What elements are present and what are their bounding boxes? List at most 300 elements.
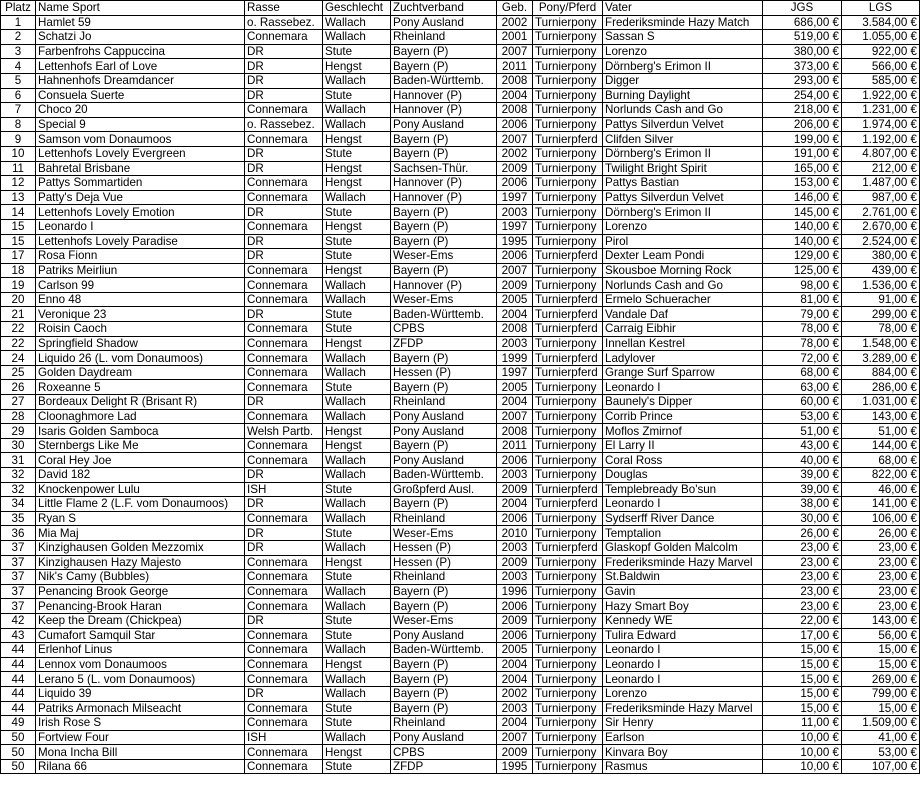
name-cell: Patty's Deja Vue <box>36 190 245 205</box>
zuchtverband-cell: Bayern (P) <box>391 701 497 716</box>
pony-pferd-cell: Turnierpony <box>533 219 603 234</box>
rasse-cell: o. Rassebez. <box>245 15 323 30</box>
table-row <box>1 103 920 118</box>
name-cell: Nik's Camy (Bubbles) <box>36 570 245 585</box>
vater-cell: Leonardo I <box>603 672 763 687</box>
pony-pferd-cell: Turnierpony <box>533 380 603 395</box>
jgs-cell: 23,00 € <box>763 584 842 599</box>
pony-pferd-cell: Turnierpony <box>533 643 603 658</box>
zuchtverband-cell: Baden-Württemb. <box>391 73 497 88</box>
name-cell: Roxeanne 5 <box>36 380 245 395</box>
lgs-cell: 1.231,00 € <box>842 103 920 118</box>
lgs-cell: 1.055,00 € <box>842 30 920 45</box>
rasse-cell: DR <box>245 59 323 74</box>
table-row <box>1 73 920 88</box>
geb-cell: 1995 <box>497 759 533 774</box>
geb-cell: 2006 <box>497 249 533 264</box>
table-row <box>1 716 920 731</box>
name-cell: Springfield Shadow <box>36 336 245 351</box>
geschlecht-cell: Stute <box>323 234 391 249</box>
lgs-cell: 144,00 € <box>842 438 920 453</box>
pony-pferd-cell: Turnierpferd <box>533 132 603 147</box>
platz-cell: 37 <box>1 540 36 555</box>
geb-cell: 2009 <box>497 278 533 293</box>
table-row <box>1 190 920 205</box>
geschlecht-cell: Wallach <box>323 686 391 701</box>
geschlecht-cell: Wallach <box>323 103 391 118</box>
table-row <box>1 219 920 234</box>
lgs-cell: 2.524,00 € <box>842 234 920 249</box>
pony-pferd-cell: Turnierpony <box>533 234 603 249</box>
vater-cell: Vandale Daf <box>603 307 763 322</box>
name-cell: David 182 <box>36 468 245 483</box>
zuchtverband-cell: Hessen (P) <box>391 540 497 555</box>
lgs-cell: 53,00 € <box>842 745 920 760</box>
rasse-cell: DR <box>245 44 323 59</box>
name-cell: Bordeaux Delight R (Brisant R) <box>36 395 245 410</box>
rasse-cell: DR <box>245 686 323 701</box>
geb-cell: 2009 <box>497 745 533 760</box>
lgs-cell: 884,00 € <box>842 365 920 380</box>
vater-cell: El Larry II <box>603 438 763 453</box>
pony-pferd-cell: Turnierpony <box>533 117 603 132</box>
geb-cell: 2007 <box>497 132 533 147</box>
header-geb[interactable]: Geb. <box>497 1 533 16</box>
platz-cell: 44 <box>1 657 36 672</box>
lgs-cell: 23,00 € <box>842 540 920 555</box>
jgs-cell: 199,00 € <box>763 132 842 147</box>
geb-cell: 2007 <box>497 409 533 424</box>
jgs-cell: 38,00 € <box>763 497 842 512</box>
lgs-cell: 41,00 € <box>842 730 920 745</box>
geschlecht-cell: Wallach <box>323 365 391 380</box>
platz-cell: 27 <box>1 395 36 410</box>
platz-cell: 37 <box>1 599 36 614</box>
vater-cell: Leonardo I <box>603 497 763 512</box>
geschlecht-cell: Hengst <box>323 657 391 672</box>
table-row <box>1 395 920 410</box>
platz-cell: 44 <box>1 672 36 687</box>
platz-cell: 22 <box>1 336 36 351</box>
geschlecht-cell: Wallach <box>323 511 391 526</box>
vater-cell: Grange Surf Sparrow <box>603 365 763 380</box>
vater-cell: Tulira Edward <box>603 628 763 643</box>
zuchtverband-cell: Bayern (P) <box>391 438 497 453</box>
platz-cell: 50 <box>1 745 36 760</box>
jgs-cell: 15,00 € <box>763 643 842 658</box>
rasse-cell: Connemara <box>245 701 323 716</box>
geb-cell: 1997 <box>497 365 533 380</box>
platz-cell: 25 <box>1 365 36 380</box>
geb-cell: 2007 <box>497 730 533 745</box>
zuchtverband-cell: CPBS <box>391 745 497 760</box>
table-row <box>1 307 920 322</box>
zuchtverband-cell: Bayern (P) <box>391 686 497 701</box>
zuchtverband-cell: Bayern (P) <box>391 584 497 599</box>
rasse-cell: Connemara <box>245 453 323 468</box>
pony-pferd-cell: Turnierpony <box>533 263 603 278</box>
geb-cell: 2002 <box>497 15 533 30</box>
table-row <box>1 730 920 745</box>
jgs-cell: 53,00 € <box>763 409 842 424</box>
geb-cell: 1997 <box>497 219 533 234</box>
lgs-cell: 51,00 € <box>842 424 920 439</box>
geschlecht-cell: Stute <box>323 88 391 103</box>
pony-pferd-cell: Turnierpferd <box>533 497 603 512</box>
geschlecht-cell: Wallach <box>323 584 391 599</box>
geb-cell: 1999 <box>497 351 533 366</box>
pony-pferd-cell: Turnierpferd <box>533 540 603 555</box>
vater-cell: Twilight Bright Spirit <box>603 161 763 176</box>
table-row <box>1 555 920 570</box>
vater-cell: Glaskopf Golden Malcolm <box>603 540 763 555</box>
vater-cell: St.Baldwin <box>603 570 763 585</box>
geschlecht-cell: Stute <box>323 249 391 264</box>
name-cell: Cumafort Samquil Star <box>36 628 245 643</box>
geb-cell: 2006 <box>497 599 533 614</box>
header-zuchtverband[interactable]: Zuchtverband <box>391 1 497 16</box>
pony-pferd-cell: Turnierpony <box>533 438 603 453</box>
header-pony-pferd[interactable]: Pony/Pferd <box>533 1 603 16</box>
lgs-cell: 46,00 € <box>842 482 920 497</box>
rasse-cell: Connemara <box>245 380 323 395</box>
name-cell: Farbenfrohs Cappuccina <box>36 44 245 59</box>
vater-cell: Corrib Prince <box>603 409 763 424</box>
platz-cell: 29 <box>1 424 36 439</box>
jgs-cell: 206,00 € <box>763 117 842 132</box>
zuchtverband-cell: Bayern (P) <box>391 146 497 161</box>
lgs-cell: 269,00 € <box>842 672 920 687</box>
pony-pferd-cell: Turnierpony <box>533 336 603 351</box>
pony-pferd-cell: Turnierpony <box>533 88 603 103</box>
pony-pferd-cell: Turnierpony <box>533 190 603 205</box>
pony-pferd-cell: Turnierpony <box>533 555 603 570</box>
geb-cell: 2003 <box>497 570 533 585</box>
vater-cell: Temptalion <box>603 526 763 541</box>
jgs-cell: 10,00 € <box>763 730 842 745</box>
vater-cell: Carraig Eibhir <box>603 322 763 337</box>
header-vater[interactable]: Vater <box>603 1 763 16</box>
geb-cell: 2004 <box>497 497 533 512</box>
geb-cell: 2009 <box>497 555 533 570</box>
table-row <box>1 424 920 439</box>
rasse-cell: Connemara <box>245 628 323 643</box>
zuchtverband-cell: Hessen (P) <box>391 555 497 570</box>
zuchtverband-cell: Hannover (P) <box>391 88 497 103</box>
platz-cell: 24 <box>1 351 36 366</box>
rasse-cell: DR <box>245 497 323 512</box>
platz-cell: 44 <box>1 686 36 701</box>
name-cell: Kinzighausen Hazy Majesto <box>36 555 245 570</box>
zuchtverband-cell: Bayern (P) <box>391 351 497 366</box>
geschlecht-cell: Wallach <box>323 351 391 366</box>
zuchtverband-cell: Weser-Ems <box>391 249 497 264</box>
name-cell: Lennox vom Donaumoos <box>36 657 245 672</box>
jgs-cell: 145,00 € <box>763 205 842 220</box>
geb-cell: 2004 <box>497 672 533 687</box>
lgs-cell: 3.584,00 € <box>842 15 920 30</box>
platz-cell: 17 <box>1 249 36 264</box>
platz-cell: 49 <box>1 716 36 731</box>
table-row <box>1 526 920 541</box>
header-name-sport[interactable]: Name Sport <box>36 1 245 16</box>
geb-cell: 2003 <box>497 540 533 555</box>
lgs-cell: 1.548,00 € <box>842 336 920 351</box>
jgs-cell: 30,00 € <box>763 511 842 526</box>
jgs-cell: 380,00 € <box>763 44 842 59</box>
platz-cell: 32 <box>1 482 36 497</box>
geb-cell: 2011 <box>497 59 533 74</box>
header-platz[interactable]: Platz <box>1 1 36 16</box>
pony-pferd-cell: Turnierpony <box>533 599 603 614</box>
zuchtverband-cell: Bayern (P) <box>391 599 497 614</box>
lgs-cell: 106,00 € <box>842 511 920 526</box>
table-row <box>1 176 920 191</box>
name-cell: Patriks Meirliun <box>36 263 245 278</box>
platz-cell: 2 <box>1 30 36 45</box>
zuchtverband-cell: Hannover (P) <box>391 190 497 205</box>
platz-cell: 36 <box>1 526 36 541</box>
geschlecht-cell: Wallach <box>323 643 391 658</box>
table-row <box>1 205 920 220</box>
pony-pferd-cell: Turnierpony <box>533 716 603 731</box>
name-cell: Kinzighausen Golden Mezzomix <box>36 540 245 555</box>
geschlecht-cell: Wallach <box>323 672 391 687</box>
jgs-cell: 39,00 € <box>763 468 842 483</box>
geb-cell: 2006 <box>497 453 533 468</box>
jgs-cell: 146,00 € <box>763 190 842 205</box>
rasse-cell: Connemara <box>245 672 323 687</box>
platz-cell: 13 <box>1 190 36 205</box>
geb-cell: 2004 <box>497 657 533 672</box>
jgs-cell: 15,00 € <box>763 657 842 672</box>
lgs-cell: 23,00 € <box>842 555 920 570</box>
platz-cell: 3 <box>1 44 36 59</box>
rasse-cell: DR <box>245 526 323 541</box>
pony-pferd-cell: Turnierpony <box>533 570 603 585</box>
geb-cell: 2005 <box>497 292 533 307</box>
name-cell: Keep the Dream (Chickpea) <box>36 613 245 628</box>
platz-cell: 11 <box>1 161 36 176</box>
zuchtverband-cell: Pony Ausland <box>391 424 497 439</box>
vater-cell: Baunely's Dipper <box>603 395 763 410</box>
jgs-cell: 78,00 € <box>763 322 842 337</box>
name-cell: Irish Rose S <box>36 716 245 731</box>
pony-pferd-cell: Turnierpony <box>533 686 603 701</box>
zuchtverband-cell: Pony Ausland <box>391 117 497 132</box>
platz-cell: 12 <box>1 176 36 191</box>
geb-cell: 2011 <box>497 438 533 453</box>
table-row <box>1 161 920 176</box>
rasse-cell: DR <box>245 146 323 161</box>
rasse-cell: Connemara <box>245 176 323 191</box>
vater-cell: Frederiksminde Hazy Marvel <box>603 555 763 570</box>
geb-cell: 2003 <box>497 468 533 483</box>
name-cell: Special 9 <box>36 117 245 132</box>
geschlecht-cell: Wallach <box>323 190 391 205</box>
name-cell: Lettenhofs Lovely Evergreen <box>36 146 245 161</box>
platz-cell: 5 <box>1 73 36 88</box>
geb-cell: 2009 <box>497 613 533 628</box>
vater-cell: Leonardo I <box>603 643 763 658</box>
geb-cell: 2001 <box>497 30 533 45</box>
zuchtverband-cell: Bayern (P) <box>391 205 497 220</box>
vater-cell: Dörnberg's Erimon II <box>603 146 763 161</box>
lgs-cell: 3.289,00 € <box>842 351 920 366</box>
geschlecht-cell: Wallach <box>323 453 391 468</box>
header-geschlecht[interactable]: Geschlecht <box>323 1 391 16</box>
geb-cell: 2009 <box>497 161 533 176</box>
zuchtverband-cell: Sachsen-Thür. <box>391 161 497 176</box>
lgs-cell: 141,00 € <box>842 497 920 512</box>
lgs-cell: 1.922,00 € <box>842 88 920 103</box>
rasse-cell: DR <box>245 249 323 264</box>
rasse-cell: Connemara <box>245 555 323 570</box>
header-jgs[interactable]: JGS <box>763 1 842 16</box>
lgs-cell: 26,00 € <box>842 526 920 541</box>
vater-cell: Innellan Kestrel <box>603 336 763 351</box>
pony-pferd-cell: Turnierpony <box>533 511 603 526</box>
lgs-cell: 212,00 € <box>842 161 920 176</box>
geb-cell: 1995 <box>497 234 533 249</box>
rasse-cell: o. Rassebez. <box>245 117 323 132</box>
geb-cell: 2003 <box>497 701 533 716</box>
pony-pferd-cell: Turnierpony <box>533 15 603 30</box>
header-rasse[interactable]: Rasse <box>245 1 323 16</box>
vater-cell: Frederiksminde Hazy Match <box>603 15 763 30</box>
name-cell: Consuela Suerte <box>36 88 245 103</box>
geschlecht-cell: Wallach <box>323 15 391 30</box>
pony-pferd-cell: Turnierpony <box>533 657 603 672</box>
zuchtverband-cell: Pony Ausland <box>391 730 497 745</box>
pony-pferd-cell: Turnierpony <box>533 526 603 541</box>
geb-cell: 2003 <box>497 336 533 351</box>
table-row <box>1 249 920 264</box>
table-row <box>1 132 920 147</box>
vater-cell: Hazy Smart Boy <box>603 599 763 614</box>
vater-cell: Lorenzo <box>603 219 763 234</box>
pony-pferd-cell: Turnierpferd <box>533 292 603 307</box>
geschlecht-cell: Stute <box>323 716 391 731</box>
pony-pferd-cell: Turnierpony <box>533 745 603 760</box>
geschlecht-cell: Wallach <box>323 30 391 45</box>
geb-cell: 2007 <box>497 44 533 59</box>
zuchtverband-cell: Baden-Württemb. <box>391 468 497 483</box>
platz-cell: 9 <box>1 132 36 147</box>
rasse-cell: Connemara <box>245 511 323 526</box>
jgs-cell: 11,00 € <box>763 716 842 731</box>
pony-pferd-cell: Turnierpony <box>533 44 603 59</box>
lgs-cell: 1.031,00 € <box>842 395 920 410</box>
name-cell: Carlson 99 <box>36 278 245 293</box>
table-row <box>1 59 920 74</box>
geschlecht-cell: Wallach <box>323 395 391 410</box>
geb-cell: 2004 <box>497 716 533 731</box>
jgs-cell: 22,00 € <box>763 613 842 628</box>
pony-pferd-cell: Turnierpony <box>533 59 603 74</box>
rasse-cell: Connemara <box>245 365 323 380</box>
table-row <box>1 628 920 643</box>
jgs-cell: 293,00 € <box>763 73 842 88</box>
platz-cell: 8 <box>1 117 36 132</box>
geb-cell: 2003 <box>497 205 533 220</box>
jgs-cell: 15,00 € <box>763 672 842 687</box>
name-cell: Penancing Brook George <box>36 584 245 599</box>
table-row <box>1 438 920 453</box>
pony-pferd-cell: Turnierpony <box>533 584 603 599</box>
geschlecht-cell: Stute <box>323 482 391 497</box>
platz-cell: 32 <box>1 468 36 483</box>
zuchtverband-cell: Bayern (P) <box>391 234 497 249</box>
zuchtverband-cell: Weser-Ems <box>391 613 497 628</box>
jgs-cell: 165,00 € <box>763 161 842 176</box>
lgs-cell: 2.761,00 € <box>842 205 920 220</box>
name-cell: Schatzi Jo <box>36 30 245 45</box>
platz-cell: 22 <box>1 322 36 337</box>
name-cell: Erlenhof Linus <box>36 643 245 658</box>
name-cell: Samson vom Donaumoos <box>36 132 245 147</box>
zuchtverband-cell: Rheinland <box>391 570 497 585</box>
jgs-cell: 23,00 € <box>763 540 842 555</box>
name-cell: Cloonaghmore Lad <box>36 409 245 424</box>
jgs-cell: 15,00 € <box>763 701 842 716</box>
name-cell: Lettenhofs Lovely Paradise <box>36 234 245 249</box>
name-cell: Isaris Golden Samboca <box>36 424 245 439</box>
jgs-cell: 140,00 € <box>763 234 842 249</box>
name-cell: Pattys Sommartiden <box>36 176 245 191</box>
platz-cell: 31 <box>1 453 36 468</box>
vater-cell: Pattys Bastian <box>603 176 763 191</box>
geb-cell: 2008 <box>497 322 533 337</box>
lgs-cell: 1.536,00 € <box>842 278 920 293</box>
geschlecht-cell: Stute <box>323 205 391 220</box>
geb-cell: 2007 <box>497 263 533 278</box>
rasse-cell: Connemara <box>245 584 323 599</box>
rasse-cell: Connemara <box>245 351 323 366</box>
rasse-cell: DR <box>245 88 323 103</box>
jgs-cell: 40,00 € <box>763 453 842 468</box>
pony-pferd-cell: Turnierpony <box>533 73 603 88</box>
geschlecht-cell: Wallach <box>323 409 391 424</box>
rasse-cell: Welsh Partb. <box>245 424 323 439</box>
table-row <box>1 570 920 585</box>
jgs-cell: 39,00 € <box>763 482 842 497</box>
lgs-cell: 799,00 € <box>842 686 920 701</box>
lgs-cell: 23,00 € <box>842 570 920 585</box>
platz-cell: 20 <box>1 292 36 307</box>
table-row <box>1 701 920 716</box>
name-cell: Penancing-Brook Haran <box>36 599 245 614</box>
header-lgs[interactable]: LGS <box>842 1 920 16</box>
geschlecht-cell: Hengst <box>323 438 391 453</box>
lgs-cell: 1.509,00 € <box>842 716 920 731</box>
pony-pferd-cell: Turnierpony <box>533 701 603 716</box>
name-cell: Roisin Caoch <box>36 322 245 337</box>
name-cell: Coral Hey Joe <box>36 453 245 468</box>
rasse-cell: ISH <box>245 730 323 745</box>
zuchtverband-cell: Bayern (P) <box>391 497 497 512</box>
lgs-cell: 143,00 € <box>842 409 920 424</box>
lgs-cell: 822,00 € <box>842 468 920 483</box>
table-row <box>1 292 920 307</box>
pony-pferd-cell: Turnierpony <box>533 395 603 410</box>
rasse-cell: DR <box>245 73 323 88</box>
platz-cell: 15 <box>1 234 36 249</box>
vater-cell: Pattys Silverdun Velvet <box>603 117 763 132</box>
lgs-cell: 299,00 € <box>842 307 920 322</box>
rasse-cell: Connemara <box>245 409 323 424</box>
table-row <box>1 511 920 526</box>
